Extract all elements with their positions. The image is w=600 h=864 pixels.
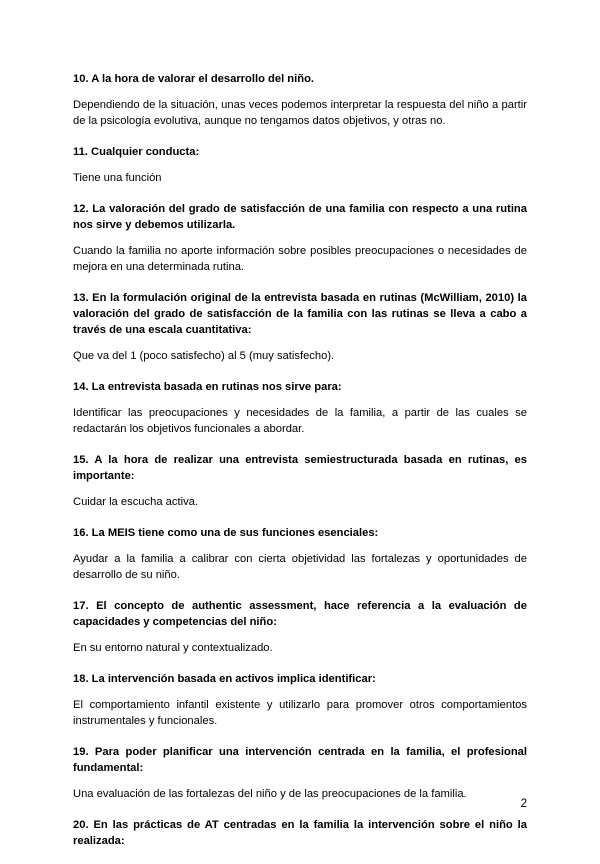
- answer-13: Que va del 1 (poco satisfecho) al 5 (muy satisfecho).: [73, 350, 335, 362]
- question-19: 19. Para poder planificar una intervención centrada en la familia, el profesional fundamental:: [73, 746, 527, 774]
- answer-16: Ayudar a la familia a calibrar con cierta objetividad las fortalezas y oportunidades de desarrollo de su niño.: [73, 553, 527, 581]
- question-14: 14. La entrevista basada en rutinas nos sirve para:: [73, 381, 342, 393]
- answer-17: En su entorno natural y contextualizado.: [73, 642, 273, 654]
- question-20: 20. En las prácticas de AT centradas en la familia la intervención sobre el niño la realizada:: [73, 819, 527, 847]
- answer-19: Una evaluación de las fortalezas del niño y de las preocupaciones de la familia.: [73, 788, 467, 800]
- question-12: 12. La valoración del grado de satisfacción de una familia con respecto a una rutina nos sirve y debemos utilizarla.: [73, 203, 527, 231]
- qa-item-16: [73, 525, 527, 583]
- question-17: 17. El concepto de authentic assessment, hace referencia a la evaluación de capacidades y competencias del niño:: [73, 600, 527, 628]
- qa-item-20: [73, 817, 527, 849]
- question-18: 18. La intervención basada en activos implica identificar:: [73, 673, 376, 685]
- page-number: 2: [520, 798, 527, 810]
- qa-item-13: [73, 290, 527, 364]
- qa-item-11: [73, 144, 527, 186]
- answer-14: Identificar las preocupaciones y necesidades de la familia, a partir de las cuales se redactarán los objetivos funcionales a abordar.: [73, 407, 527, 435]
- qa-item-10: [73, 71, 527, 129]
- answer-18: El comportamiento infantil existente y utilizarlo para promover otros comportamientos instrumentales y funcionales.: [73, 699, 527, 727]
- question-10: 10. A la hora de valorar el desarrollo del niño.: [73, 73, 315, 85]
- answer-15: Cuidar la escucha activa.: [73, 496, 198, 508]
- answer-10: Dependiendo de la situación, unas veces podemos interpretar la respuesta del niño a partir de la psicología evolutiva, aunque no tengamos datos objetivos, y otras no.: [73, 99, 527, 127]
- question-13: 13. En la formulación original de la entrevista basada en rutinas (McWilliam, 2010) la valoración del grado de satisfacción de la familia con las rutinas se lleva a cabo a través de una escala cuantitativa:: [73, 292, 527, 336]
- qa-item-14: [73, 379, 527, 437]
- qa-item-18: [73, 671, 527, 729]
- answer-11: Tiene una función: [73, 172, 162, 184]
- qa-item-15: [73, 452, 527, 510]
- question-11: 11. Cualquier conducta:: [73, 146, 200, 158]
- document-body: [73, 71, 527, 864]
- qa-item-12: [73, 201, 527, 275]
- qa-item-19: [73, 744, 527, 802]
- question-15: 15. A la hora de realizar una entrevista semiestructurada basada en rutinas, es importante:: [73, 454, 527, 482]
- question-16: 16. La MEIS tiene como una de sus funciones esenciales:: [73, 527, 379, 539]
- qa-item-17: [73, 598, 527, 656]
- answer-12: Cuando la familia no aporte información sobre posibles preocupaciones o necesidades de mejora en una determinada rutina.: [73, 245, 527, 273]
